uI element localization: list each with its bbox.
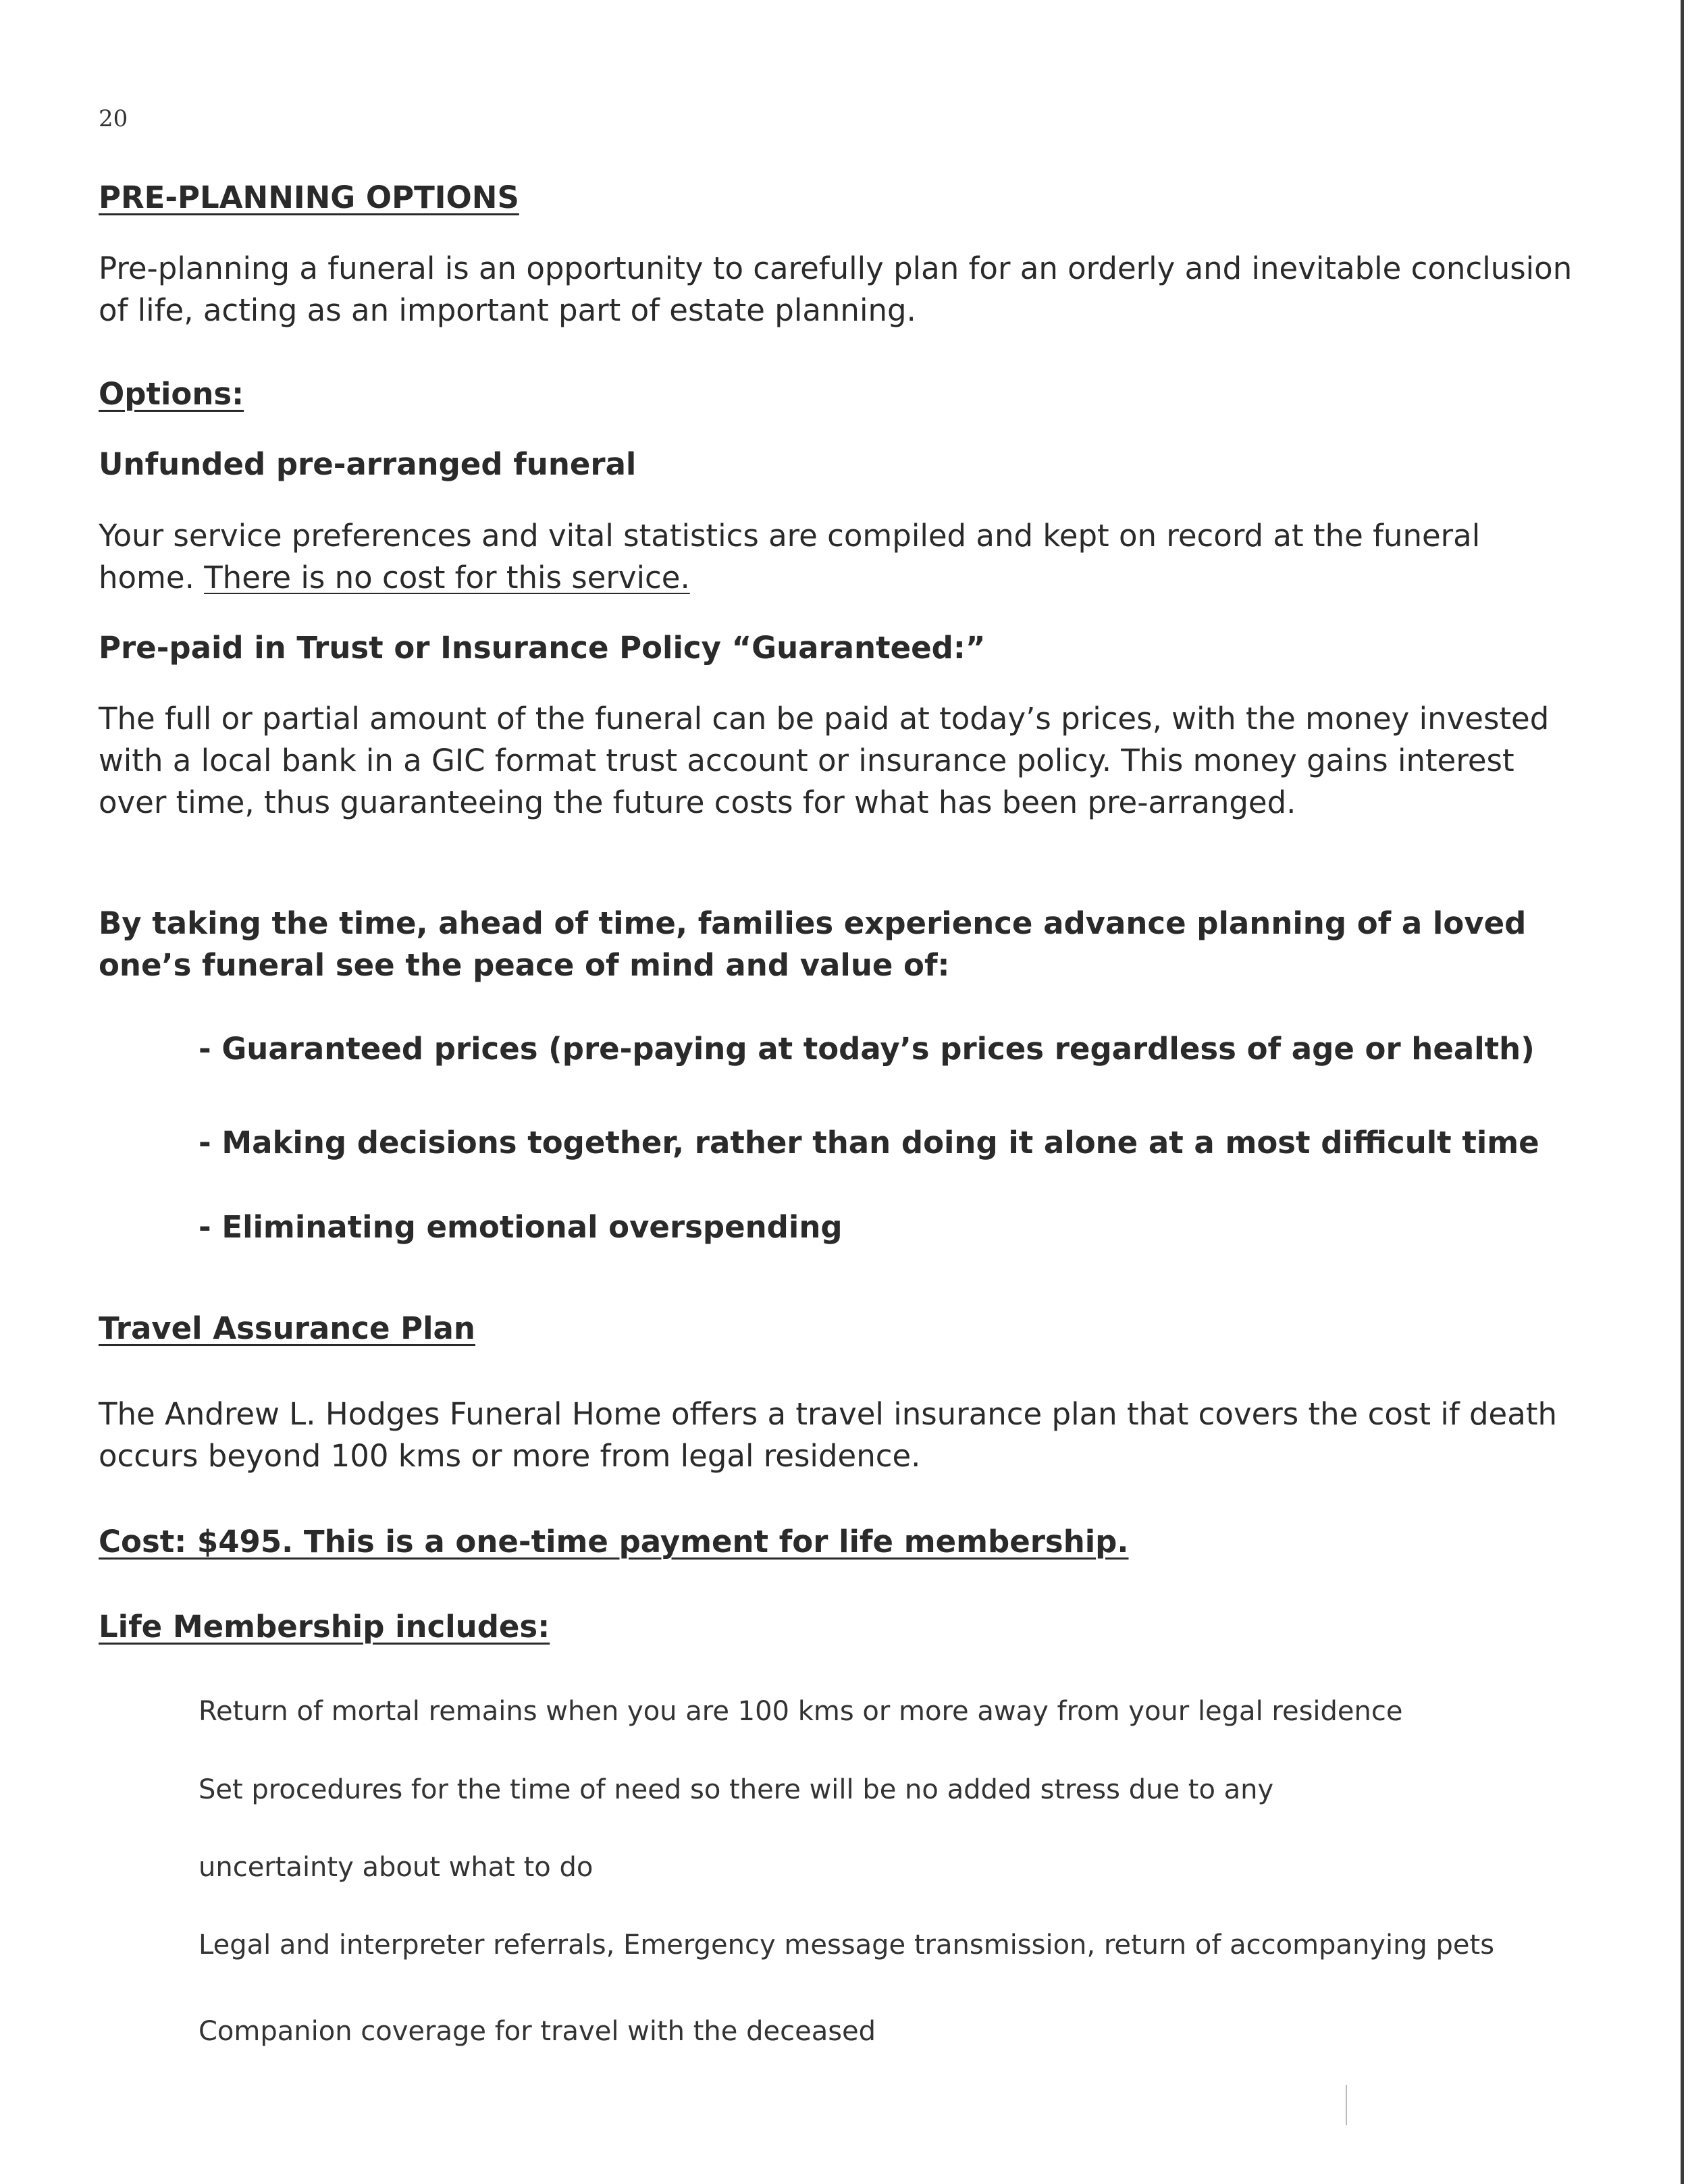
intro-line-2: of life, acting as an important part of estate planning. [99, 292, 916, 328]
unfunded-line-2 [99, 557, 690, 599]
options-heading: Options: [99, 376, 244, 412]
unfunded-line-2-prefix: home. [99, 560, 205, 595]
travel-line-2: occurs beyond 100 kms or more from legal residence. [99, 1438, 921, 1474]
prepaid-title: Pre-paid in Trust or Insurance Policy “Guaranteed:” [99, 630, 986, 666]
benefit-item: - Making decisions together, rather than doing it alone at a most difficult time [199, 1125, 1539, 1161]
page-number: 20 [99, 105, 128, 132]
life-membership-heading: Life Membership includes: [99, 1609, 550, 1645]
page-edge-border [1681, 0, 1684, 2184]
benefits-intro-line-2: one’s funeral see the peace of mind and value of: [99, 947, 950, 983]
travel-heading: Travel Assurance Plan [99, 1310, 475, 1346]
prepaid-line-3: over time, thus guaranteeing the future costs for what has been pre-arranged. [99, 784, 1296, 820]
benefit-item: - Eliminating emotional overspending [199, 1209, 843, 1245]
membership-item: Companion coverage for travel with the deceased [199, 2016, 876, 2047]
prepaid-line-1: The full or partial amount of the funeral can be paid at today’s prices, with the money invested [99, 701, 1550, 737]
membership-item: uncertainty about what to do [199, 1852, 594, 1883]
prepaid-line-2: with a local bank in a GIC format trust account or insurance policy. This money gains interest [99, 743, 1514, 778]
scan-mark [1346, 2085, 1347, 2125]
unfunded-line-1: Your service preferences and vital statistics are compiled and kept on record at the funeral [99, 518, 1481, 554]
membership-item: Legal and interpreter referrals, Emergency message transmission, return of accompanying pets [199, 1929, 1495, 1961]
intro-line-1: Pre-planning a funeral is an opportunity to carefully plan for an orderly and inevitable conclusion [99, 250, 1573, 286]
travel-cost: Cost: $495. This is a one-time payment for life membership. [99, 1524, 1129, 1560]
membership-item: Return of mortal remains when you are 100 kms or more away from your legal residence [199, 1696, 1403, 1727]
unfunded-title: Unfunded pre-arranged funeral [99, 446, 637, 482]
travel-line-1: The Andrew L. Hodges Funeral Home offers a travel insurance plan that covers the cost if death [99, 1396, 1557, 1432]
no-cost-note: There is no cost for this service. [204, 560, 690, 595]
membership-item: Set procedures for the time of need so there will be no added stress due to any [199, 1774, 1274, 1805]
benefit-item: - Guaranteed prices (pre-paying at today’s prices regardless of age or health) [199, 1031, 1535, 1067]
benefits-intro-line-1: By taking the time, ahead of time, families experience advance planning of a loved [99, 905, 1527, 941]
section-heading-pre-planning: PRE-PLANNING OPTIONS [99, 180, 519, 215]
